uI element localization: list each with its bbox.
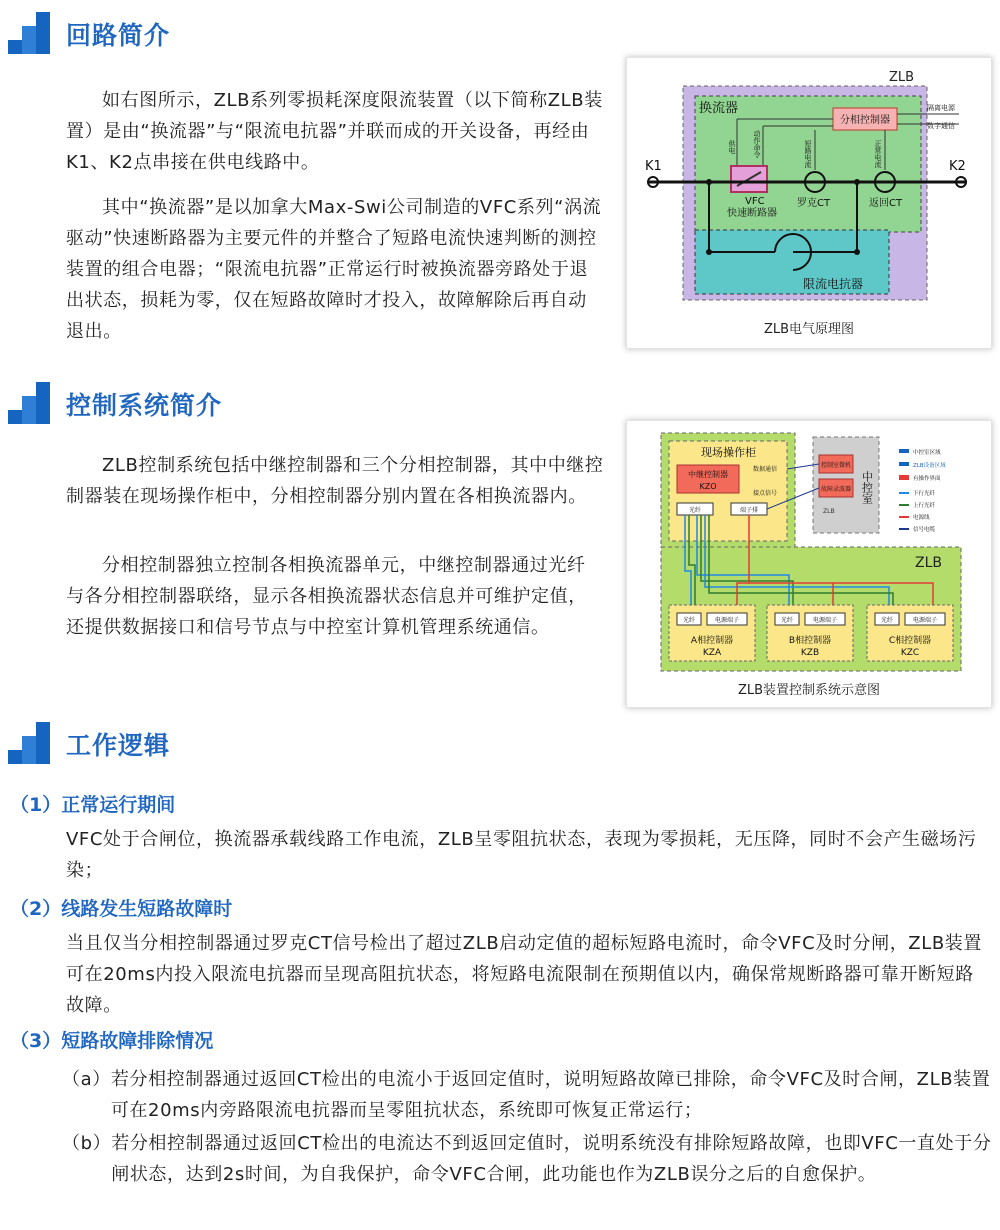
logic-item-3-heading: （3）短路故障排除情况 [10, 1030, 214, 1052]
phase-c-label: C相控制器 [888, 636, 932, 646]
terminal-block-label: 端子排 [739, 507, 759, 514]
rogowski-ct-label: 罗克CT [797, 198, 831, 209]
fiber-label: 光纤 [780, 617, 794, 624]
legend-swatch-ui [899, 475, 909, 480]
legend-swatch-ctrl-room [899, 449, 909, 453]
power-terminal-label: 电源端子 [812, 617, 838, 624]
section-header-logic [8, 722, 170, 766]
contact-signal-label: 接点信号 [753, 490, 778, 497]
power-terminal-label: 电源端子 [912, 617, 938, 624]
control-diagram-figure [626, 420, 992, 708]
short-current-label: 短路电流 [804, 140, 812, 168]
data-comm-label: 数据通信 [753, 466, 778, 473]
legend-label-4: 上行光纤 [913, 503, 936, 509]
logic-item-2-body: 当且仅当分相控制器通过罗克CT信号检出了超过ZLB启动定值的超标短路电流时，命令VFC及时分闸，ZLB装置可在20ms内投入限流电抗器而呈现高阻抗状态，将短路电流限制在预期值以内，确保常规断路器可靠开断短路故障。 [66, 933, 983, 1016]
section-header-control [8, 382, 222, 426]
phase-b-label: B相控制器 [788, 636, 832, 646]
legend-label-3: 下行光纤 [913, 491, 936, 497]
section-logo-icon [8, 722, 52, 766]
k2-label: K2 [949, 159, 966, 174]
logic-item-3a-text: 若分相控制器通过返回CT检出的电流小于返回定值时，说明短路故障已排除，命令VFC及时合闸，ZLB装置可在20ms内旁路限流电抗器而呈零阻抗状态，系统即可恢复正常运行； [110, 1069, 991, 1121]
legend-label-1: ZLB设备区域 [913, 463, 946, 469]
logic-item-1-body: VFC处于合闸位，换流器承载线路工作电流，ZLB呈零阻抗状态，表现为零损耗，无压降，同时不会产生磁场污染； [66, 829, 977, 881]
phase-controller-label: 分相控制器 [840, 115, 890, 126]
logic-item-3b [62, 1128, 994, 1190]
power-terminal-label: 电源端子 [714, 617, 740, 624]
circuit-paragraph-2: 其中“换流器”是以加拿大Max-Swi公司制造的VFC系列“涡流驱动”快速断路器为主要元件的并整合了短路电流快速判断的测控装置的组合电器；“限流电抗器”正常运行时被换流器旁路处于退出状态，损耗为零，仅在短路故障时才投入，故障解除后再自动退出。 [66, 197, 602, 342]
legend-label-6: 信号电缆 [913, 527, 936, 533]
power-supply-label: 供电 [728, 140, 736, 154]
phase-a-controller [669, 605, 755, 661]
control-diagram [627, 421, 991, 707]
section-title: 工作逻辑 [66, 731, 171, 760]
digital-comm-label: 数字通信 [927, 122, 955, 130]
logic-item-3b-text: 若分相控制器通过返回CT检出的电流达不到返回定值时，说明系统没有排除短路故障，也即VFC一直处于分闸状态，达到2s时间，为自我保护，命令VFC合闸，此功能也作为ZLB误分之后的自愈保护。 [111, 1133, 992, 1185]
section-title: 控制系统简介 [66, 391, 223, 420]
kzo-label: KZO [699, 482, 717, 491]
relay-controller-label: 中继控制器 [688, 470, 728, 479]
legend-label-5: 电源线 [913, 515, 930, 521]
circuit-diagram-figure [626, 57, 992, 349]
control-diagram-caption: ZLB装置控制系统示意图 [737, 683, 881, 698]
control-paragraph-2: 分相控制器独立控制各相换流器单元，中继控制器通过光纤与各分相控制器联络，显示各相换流器状态信息并可维护定值，还提供数据接口和信号节点与中控室计算机管理系统通信。 [66, 555, 587, 638]
fast-breaker-label: 快速断路器 [727, 208, 777, 219]
zlb-small-label: ZLB [823, 508, 835, 515]
section-title: 回路简介 [66, 21, 171, 50]
k1-label: K1 [645, 159, 662, 174]
control-room-label: 中控室 [860, 471, 874, 504]
phase-b-controller [767, 605, 853, 661]
return-ct-label: 返回CT [869, 198, 903, 209]
section-header-circuit [8, 12, 170, 56]
vfc-label: VFC [745, 196, 765, 207]
legend-label-2: 有操作界面 [913, 476, 941, 482]
circuit-paragraph-1: 如右图所示，ZLB系列零损耗深度限流装置（以下简称ZLB装置）是由“换流器”与“限流电抗器”并联而成的开关设备，再经由K1、K2点串接在供电线路中。 [66, 90, 603, 173]
reactor-junction-left [706, 249, 712, 255]
control-room-pc-label: 控制室微机 [820, 462, 852, 469]
converter-label: 换流器 [699, 101, 739, 116]
control-paragraph-1: ZLB控制系统包括中继控制器和三个分相控制器，其中中继控制器装在现场操作柜中，分相控制器分别内置在各相换流器内。 [66, 455, 604, 507]
site-cabinet-label: 现场操作柜 [701, 446, 756, 459]
fiber-label: 光纤 [688, 507, 702, 514]
zlb-label: ZLB [915, 555, 942, 571]
circuit-diagram-caption: ZLB电气原理图 [763, 322, 855, 337]
logic-item-1-heading: （1）正常运行期间 [10, 794, 176, 816]
action-cmd-label: 动作命令 [753, 130, 761, 158]
fiber-label: 光纤 [880, 617, 894, 624]
section-logo-icon [8, 12, 52, 56]
kza-label: KZA [702, 648, 722, 658]
kzc-label: KZC [900, 648, 920, 658]
phase-c-controller [867, 605, 953, 661]
logic-item-3a-tag: （a） [62, 1069, 111, 1090]
logic-item-2-heading: （2）线路发生短路故障时 [10, 898, 233, 920]
logic-item-3a [62, 1064, 994, 1126]
section-logo-icon [8, 382, 52, 426]
fiber-label: 光纤 [682, 617, 696, 624]
normal-current-label: 正常电流 [874, 140, 882, 168]
circuit-diagram [627, 58, 991, 348]
legend-swatch-zlb-area [899, 462, 909, 466]
isolated-power-label: 隔离电源 [927, 104, 955, 112]
reactor-junction-right [854, 249, 860, 255]
zlb-label: ZLB [889, 70, 915, 85]
fault-recorder-label: 故障录波器 [820, 486, 852, 493]
reactor-label: 限流电抗器 [803, 277, 864, 291]
legend-label-0: 中控室区域 [913, 450, 941, 456]
phase-a-label: A相控制器 [690, 636, 734, 646]
logic-item-3b-tag: （b） [62, 1133, 112, 1154]
kzb-label: KZB [800, 648, 820, 658]
